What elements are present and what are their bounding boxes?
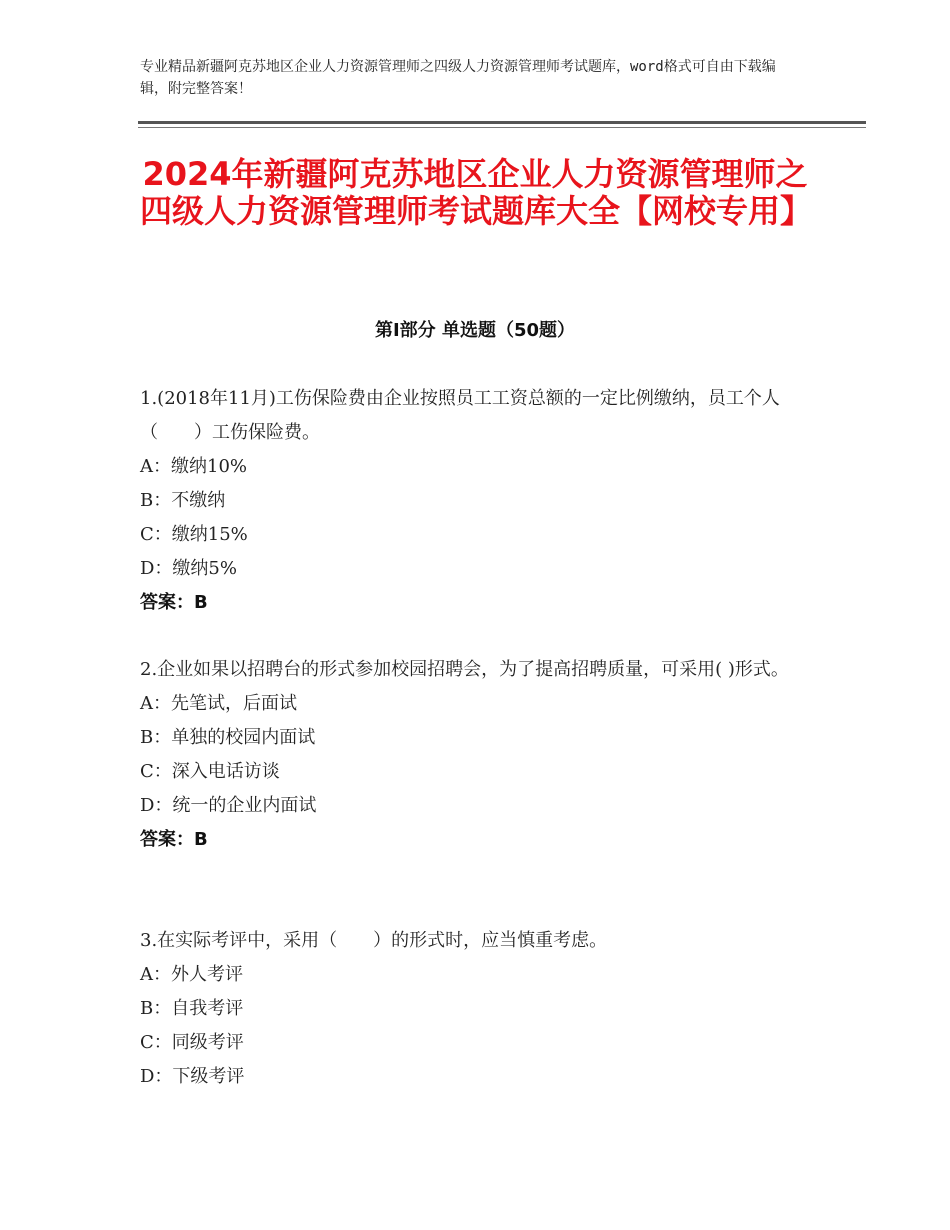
option-c: C：缴纳15% bbox=[140, 524, 248, 545]
option-b: B：单独的校园内面试 bbox=[140, 727, 316, 748]
header-rule-thick bbox=[138, 121, 866, 124]
option-b: B：不缴纳 bbox=[140, 490, 226, 511]
question-1 bbox=[140, 382, 820, 620]
option-b: B：自我考评 bbox=[140, 998, 244, 1019]
section-heading: 第Ⅰ部分 单选题（50题） bbox=[374, 320, 575, 341]
document-title: 2024年新疆阿克苏地区企业人力资源管理师之四级人力资源管理师考试题库大全【网校专用】 bbox=[140, 155, 813, 230]
option-a: A：外人考评 bbox=[140, 964, 243, 985]
option-a: A：缴纳10% bbox=[140, 456, 248, 477]
header-rule-thin bbox=[138, 127, 866, 128]
question-stem: 3.在实际考评中，采用（ ）的形式时，应当慎重考虑。 bbox=[140, 930, 608, 951]
question-2 bbox=[140, 653, 820, 857]
option-a: A：先笔试，后面试 bbox=[140, 693, 297, 714]
answer: 答案：B bbox=[140, 829, 208, 850]
option-c: C：同级考评 bbox=[140, 1032, 244, 1053]
option-d: D：下级考评 bbox=[140, 1066, 245, 1087]
question-stem: 2.企业如果以招聘台的形式参加校园招聘会，为了提高招聘质量，可采用( )形式。 bbox=[140, 659, 789, 680]
option-d: D：统一的企业内面试 bbox=[140, 795, 317, 816]
header-note: 专业精品新疆阿克苏地区企业人力资源管理师之四级人力资源管理师考试题库，word格式可自由下载编辑，附完整答案！ bbox=[140, 59, 776, 97]
answer: 答案：B bbox=[140, 592, 208, 613]
question-3 bbox=[140, 924, 820, 1094]
option-c: C：深入电话访谈 bbox=[140, 761, 280, 782]
option-d: D：缴纳5% bbox=[140, 558, 237, 579]
question-stem: 1.(2018年11月)工伤保险费由企业按照员工工资总额的一定比例缴纳，员工个人（ ）工伤保险费。 bbox=[140, 388, 780, 443]
